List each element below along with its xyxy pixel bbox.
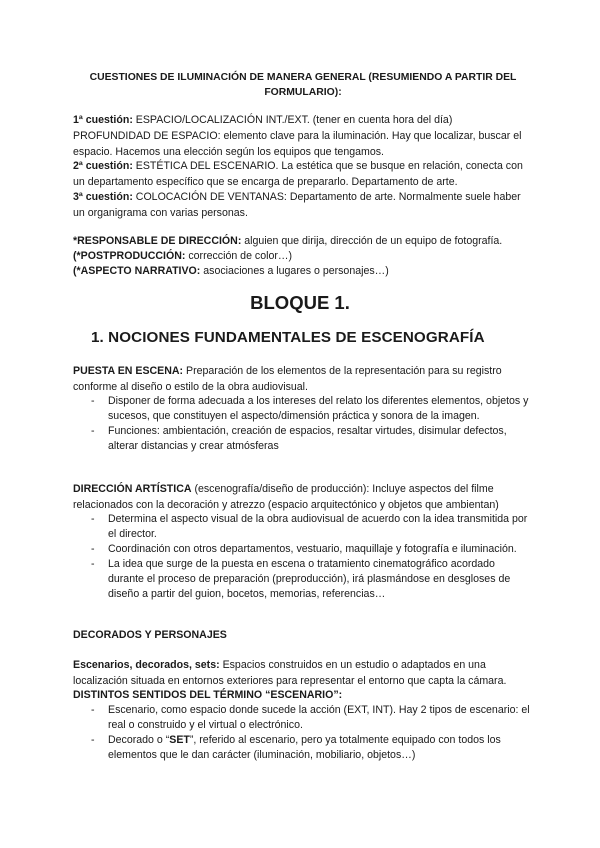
question-1-text: ESPACIO/LOCALIZACIÓN INT./EXT. (tener en cuenta hora del día) [132,114,453,126]
question-1 [73,113,533,129]
direccion-list [91,512,531,601]
direccion-text: (escenografía/diseño de producción): Incluye aspectos del filme relacionados con la decoración y atrezzo (espacio arquitectónico y objetos que ambientan) [73,483,499,511]
question-3 [73,190,533,221]
escenarios-text: Espacios construidos en un estudio o adaptados en una localización situada en entornos exteriores para representar el entorno que capta la cámara. [73,659,507,687]
depth-paragraph: PROFUNDIDAD DE ESPACIO: elemento clave para la iluminación. Hay que localizar, buscar el espacio. Hacemos una elección según los equipos que tengamos. [73,130,522,158]
questions-title: CUESTIONES DE ILUMINACIÓN DE MANERA GENERAL (RESUMIENDO A PARTIR DEL FORMULARIO): [89,72,517,98]
list-item: - Coordinación con otros departamentos, vestuario, maquillaje y fotografía e iluminación. [91,542,531,557]
escenarios-paragraph [73,658,533,689]
question-3-label: 3ª cuestión: [73,191,133,203]
list-item: - Determina el aspecto visual de la obra audiovisual de acuerdo con la idea transmitida por el director. [91,512,531,542]
note-narrativo-text: asociaciones a lugares o personajes…) [200,265,389,277]
list-item: - Disponer de forma adecuada a los intereses del relato los diferentes elementos, objetos y sucesos, que constituyen el aspecto/dimensión práctica y sonora de la imagen. [91,394,531,424]
note-postproduccion-label: (*POSTPRODUCCIÓN: [73,250,186,262]
section-heading: 1. NOCIONES FUNDAMENTALES DE ESCENOGRAFÍA [91,329,485,346]
direccion-label: DIRECCIÓN ARTÍSTICA [73,483,192,495]
note-postproduccion-text: corrección de color…) [185,250,292,262]
list-item: - Funciones: ambientación, creación de espacios, resaltar virtudes, disimular defectos, alterar distancias y crear atmósferas [91,424,531,454]
bloque-heading: BLOQUE 1. [250,292,350,313]
sentidos-list [91,703,531,763]
escenarios-label: Escenarios, decorados, sets: [73,659,220,671]
set-item-bold: SET [169,733,190,746]
puesta-text: Preparación de los elementos de la representación para su registro conforme al diseño o estilo de la obra audiovisual. [73,365,502,393]
note-postproduccion [73,249,533,265]
sentidos-heading: DISTINTOS SENTIDOS DEL TÉRMINO “ESCENARIO”: [73,689,343,701]
direccion-artistica [73,482,533,513]
question-2-text: ESTÉTICA DEL ESCENARIO. La estética que se busque en relación, conecta con un departamento específico que se encarga de prepararlo. Departamento de arte. [73,160,523,188]
list-item: - Escenario, como espacio donde sucede la acción (EXT, INT). Hay 2 tipos de escenario: el real o construido y el virtual o electrónico. [91,703,531,733]
note-direccion-text: alguien que dirija, dirección de un equipo de fotografía. [241,235,503,247]
set-item-pre: Decorado o “ [108,733,170,746]
note-direccion-label: *RESPONSABLE DE DIRECCIÓN: [73,235,242,247]
note-direccion [73,234,533,250]
question-3-text: COLOCACIÓN DE VENTANAS: Departamento de arte. Normalmente suele haber un organigrama con varias personas. [73,191,521,219]
question-1-label: 1ª cuestión: [73,114,133,126]
note-narrativo-label: (*ASPECTO NARRATIVO: [73,265,201,277]
puesta-list [91,394,531,454]
puesta-en-escena [73,364,533,395]
decorados-heading: DECORADOS Y PERSONAJES [73,629,227,641]
note-narrativo [73,264,533,280]
list-item [91,733,531,763]
list-item: - La idea que surge de la puesta en escena o tratamiento cinematográfico acordado durante el proceso de preparación (preproducción), irá plasmándose en desgloses de diseño a partir del guion, bocetos, memorias, referencias… [91,557,531,602]
question-2-label: 2ª cuestión: [73,160,133,172]
question-2 [73,159,533,190]
puesta-label: PUESTA EN ESCENA: [73,365,184,377]
set-item-post: ”, referido al escenario, pero ya totalmente equipado con todos los elementos que le dan carácter (iluminación, mobiliario, objetos…) [108,733,501,761]
